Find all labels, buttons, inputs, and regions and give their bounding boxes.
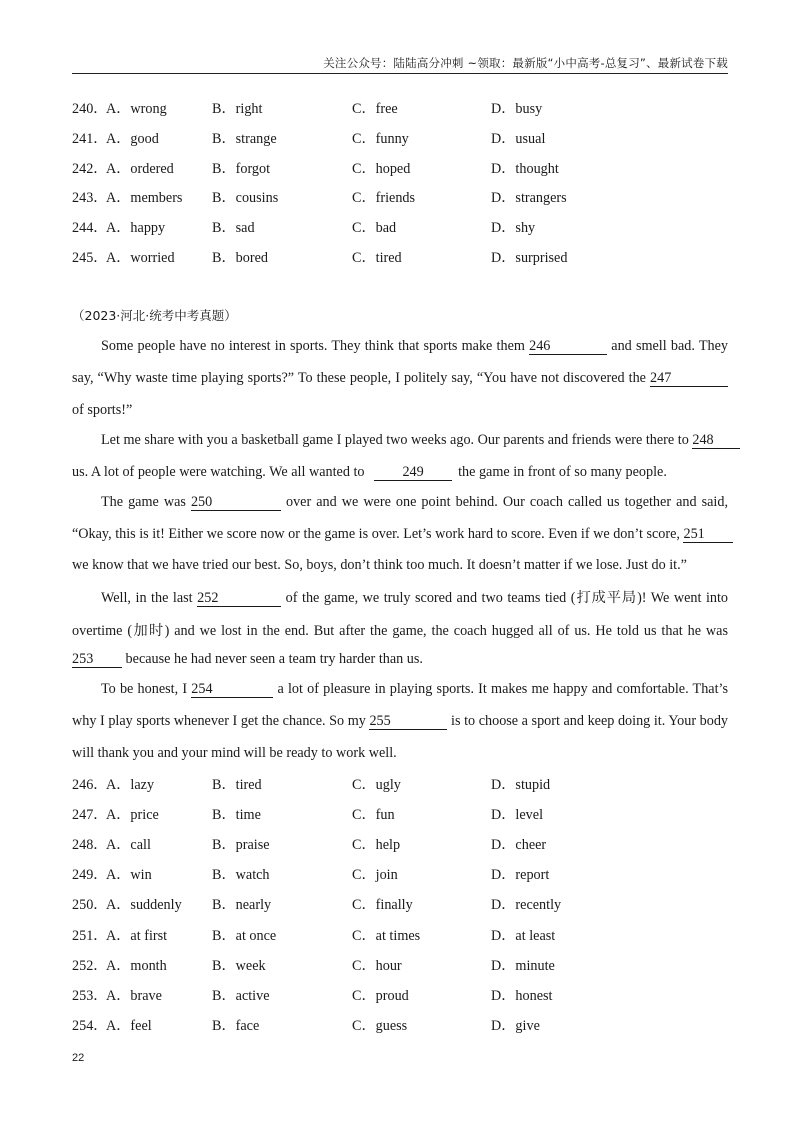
blank-254[interactable]: 254 bbox=[191, 681, 273, 698]
question-number: 240． bbox=[72, 101, 108, 117]
option-d[interactable]: D．cheer bbox=[491, 837, 547, 854]
question-number: 244． bbox=[72, 220, 108, 237]
blank-252[interactable]: 252 bbox=[197, 590, 281, 607]
option-b[interactable]: B．at once bbox=[212, 927, 277, 944]
option-d[interactable]: D．report bbox=[491, 867, 550, 884]
blank-251[interactable]: 251 bbox=[683, 526, 733, 543]
passage-line: say, “Why waste time playing sports?” To these people, I politely say, “You have not discovered the 247 bbox=[72, 370, 728, 390]
option-c[interactable]: C．join bbox=[352, 867, 398, 884]
option-a[interactable]: A．suddenly bbox=[106, 897, 182, 914]
option-a[interactable]: A．brave bbox=[106, 987, 162, 1004]
blank-253[interactable]: 253 bbox=[72, 651, 122, 668]
option-a[interactable]: A．at first bbox=[106, 927, 168, 944]
passage-line: will thank you and your mind will be ready to work well. bbox=[72, 745, 397, 761]
option-b[interactable]: B．time bbox=[212, 807, 261, 824]
option-c[interactable]: C．free bbox=[352, 101, 398, 117]
question-number: 252． bbox=[72, 957, 108, 974]
question-number: 243． bbox=[72, 190, 108, 207]
question-number: 241． bbox=[72, 130, 108, 147]
option-b[interactable]: B．nearly bbox=[212, 897, 272, 914]
option-a[interactable]: A．members bbox=[106, 190, 183, 207]
passage-line: we know that we have tried our best. So, boys, don’t think too much. It doesn’t matter if we lose. Just do it.” bbox=[72, 557, 687, 573]
option-b[interactable]: B．strange bbox=[212, 130, 277, 147]
option-b[interactable]: B．cousins bbox=[212, 190, 279, 207]
option-d[interactable]: D．level bbox=[491, 807, 544, 824]
option-b[interactable]: B．bored bbox=[212, 250, 268, 266]
passage-line: overtime (加时) and we lost in the end. But after the game, the coach hugged all of us. He told us that he was bbox=[72, 623, 728, 639]
passage-line: To be honest, I 254 a lot of pleasure in playing sports. It makes me happy and comfortable. That’s bbox=[101, 681, 729, 697]
passage-line: Let me share with you a basketball game I played two weeks ago. Our parents and friends were there to 248 bbox=[101, 432, 728, 452]
passage-line: Some people have no interest in sports. They think that sports make them 246 and smell bad. They bbox=[101, 338, 728, 354]
option-c[interactable]: C．proud bbox=[352, 987, 409, 1004]
option-a[interactable]: A．worried bbox=[106, 250, 175, 266]
option-a[interactable]: A．happy bbox=[106, 220, 166, 237]
option-c[interactable]: C．hoped bbox=[352, 160, 411, 177]
blank-249[interactable]: 249 bbox=[374, 464, 452, 481]
option-d[interactable]: D．honest bbox=[491, 987, 553, 1004]
blank-248[interactable]: 248 bbox=[692, 432, 740, 449]
question-number: 251． bbox=[72, 927, 108, 944]
option-a[interactable]: A．feel bbox=[106, 1017, 152, 1034]
option-d[interactable]: D．usual bbox=[491, 130, 546, 147]
option-d[interactable]: D．busy bbox=[491, 101, 543, 117]
option-c[interactable]: C．help bbox=[352, 837, 401, 854]
option-a[interactable]: A．good bbox=[106, 130, 159, 147]
option-d[interactable]: D．minute bbox=[491, 957, 555, 974]
option-a[interactable]: A．month bbox=[106, 957, 167, 974]
question-number: 246． bbox=[72, 777, 108, 793]
option-c[interactable]: C．at times bbox=[352, 927, 421, 944]
blank-255[interactable]: 255 bbox=[369, 713, 447, 730]
option-b[interactable]: B．right bbox=[212, 101, 263, 117]
option-d[interactable]: D．surprised bbox=[491, 250, 568, 266]
option-c[interactable]: C．guess bbox=[352, 1017, 408, 1034]
passage-line: Well, in the last 252 of the game, we truly scored and two teams tied (打成平局)! We went into bbox=[101, 590, 729, 606]
option-b[interactable]: B．face bbox=[212, 1017, 260, 1034]
question-number: 245． bbox=[72, 250, 108, 266]
question-number: 253． bbox=[72, 987, 108, 1004]
source-label: （2023·河北·统考中考真题） bbox=[72, 308, 237, 323]
question-number: 250． bbox=[72, 897, 108, 914]
option-d[interactable]: D．stupid bbox=[491, 777, 551, 793]
option-b[interactable]: B．week bbox=[212, 957, 266, 974]
option-c[interactable]: C．ugly bbox=[352, 777, 401, 793]
page-header bbox=[72, 55, 728, 74]
option-d[interactable]: D．thought bbox=[491, 160, 559, 177]
option-b[interactable]: B．praise bbox=[212, 837, 270, 854]
passage-line: The game was 250 over and we were one point behind. Our coach called us together and said, bbox=[101, 494, 728, 510]
option-c[interactable]: C．hour bbox=[352, 957, 402, 974]
page-number: 22 bbox=[72, 1052, 85, 1064]
question-number: 248． bbox=[72, 837, 108, 854]
option-d[interactable]: D．give bbox=[491, 1017, 540, 1034]
blank-247[interactable]: 247 bbox=[650, 370, 728, 387]
blank-250[interactable]: 250 bbox=[191, 494, 281, 511]
option-d[interactable]: D．at least bbox=[491, 927, 556, 944]
option-a[interactable]: A．wrong bbox=[106, 101, 167, 117]
option-b[interactable]: B．tired bbox=[212, 777, 262, 793]
question-number: 249． bbox=[72, 867, 108, 884]
option-c[interactable]: C．friends bbox=[352, 190, 416, 207]
option-a[interactable]: A．win bbox=[106, 867, 152, 884]
passage-line: why I play sports whenever I get the chance. So my 255 is to choose a sport and keep doing it. Your body bbox=[72, 713, 729, 729]
option-b[interactable]: B．watch bbox=[212, 867, 270, 884]
option-b[interactable]: B．active bbox=[212, 987, 270, 1004]
option-d[interactable]: D．strangers bbox=[491, 190, 567, 207]
question-number: 254． bbox=[72, 1017, 108, 1034]
option-a[interactable]: A．ordered bbox=[106, 160, 174, 177]
option-c[interactable]: C．funny bbox=[352, 130, 409, 147]
option-c[interactable]: C．bad bbox=[352, 220, 397, 237]
option-b[interactable]: B．sad bbox=[212, 220, 255, 237]
option-c[interactable]: C．finally bbox=[352, 897, 413, 914]
option-d[interactable]: D．recently bbox=[491, 897, 562, 914]
header-text: 关注公众号：陆陆高分冲刺 ~领取：最新版“小中高考-总复习”、最新试卷下载 bbox=[323, 56, 728, 70]
passage-line: 253 because he had never seen a team try harder than us. bbox=[72, 651, 423, 667]
option-a[interactable]: A．call bbox=[106, 837, 151, 854]
option-a[interactable]: A．price bbox=[106, 807, 159, 824]
option-d[interactable]: D．shy bbox=[491, 220, 536, 237]
option-c[interactable]: C．tired bbox=[352, 250, 402, 266]
option-a[interactable]: A．lazy bbox=[106, 777, 155, 793]
question-number: 242． bbox=[72, 160, 108, 177]
blank-246[interactable]: 246 bbox=[529, 338, 607, 355]
option-b[interactable]: B．forgot bbox=[212, 160, 271, 177]
passage-line: “Okay, this is it! Either we score now or the game is over. Let’s work hard to score. Even if we don’t score, 251 bbox=[72, 526, 728, 546]
question-number: 247． bbox=[72, 807, 108, 824]
passage-line: of sports!” bbox=[72, 402, 133, 418]
option-c[interactable]: C．fun bbox=[352, 807, 395, 824]
passage-line: us. A lot of people were watching. We all wanted to 249 the game in front of so many people. bbox=[72, 464, 667, 480]
